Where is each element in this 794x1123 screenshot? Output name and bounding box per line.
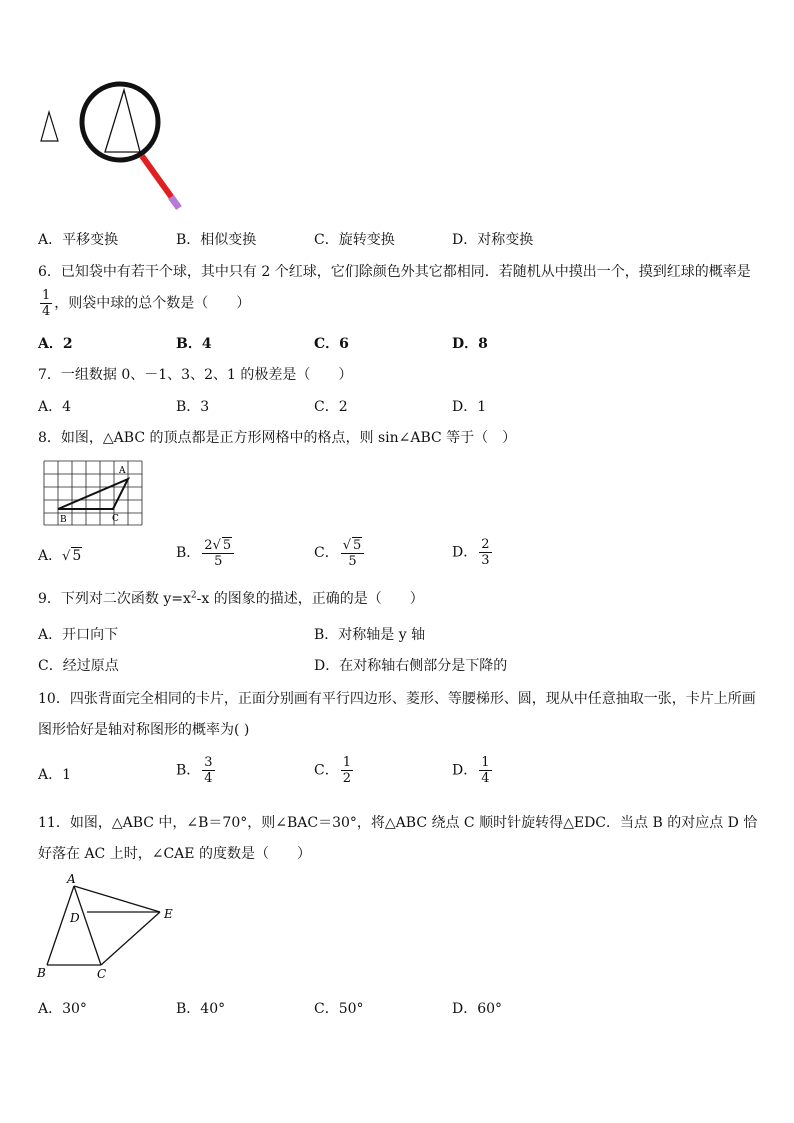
magnifier-handle [142, 156, 175, 202]
q11-option-a: A．30° [38, 1001, 87, 1017]
q6-option-d: D．8 [452, 336, 488, 352]
q8-grid-figure [43, 460, 145, 528]
q10-text-line1: 10．四张背面完全相同的卡片，正面分别画有平行四边形、菱形、等腰梯形、圆，现从中任意抽取一张，卡片上所画 [38, 691, 756, 707]
q6-option-b: B．4 [176, 336, 212, 352]
q9-text: 9．下列对二次函数 $y=x^2-x$ 的图象的描述，正确的是（ ） [38, 590, 424, 607]
q5-option-d: D．对称变换 [452, 232, 534, 248]
q7-option-c: C．2 [314, 399, 348, 415]
q11-label-e: E [164, 907, 173, 921]
q8-label-c: C [112, 514, 119, 524]
q11-text-line2: 好落在 AC 上时，∠CAE 的度数是（ ） [38, 846, 311, 862]
q11-option-c: C．50° [314, 1001, 364, 1017]
q6-option-a: A．2 [38, 336, 73, 352]
q9-option-a: A．开口向下 [38, 627, 119, 643]
q6-text-line1: 6．已知袋中有若干个球，其中只有 2 个红球，它们除颜色外其它都相同．若随机从中摸出一个，摸到红球的概率是 [38, 264, 751, 280]
q10-option-b: B． $\frac{3}{4}$ [176, 755, 213, 786]
q8-option-b: B． $\frac{2√ 5}{5}$ [176, 537, 236, 569]
q7-option-a: A．4 [38, 399, 72, 415]
q6-option-c: C．6 [314, 336, 349, 352]
q8-triangle-abc [58, 479, 128, 509]
magnifier-handle-tip [171, 197, 179, 208]
q8-label-a: A [119, 466, 126, 476]
q11-label-b: B [37, 966, 46, 980]
magnifier-figure [30, 80, 200, 220]
q7-option-d: D．1 [452, 399, 487, 415]
q11-text-line1: 11．如图，△ABC 中，∠B＝70°，则∠BAC＝30°，将△ABC 绕点 C 顺时针旋转得△EDC．当点 B 的对应点 D 恰 [38, 815, 758, 831]
q9-option-b: B．对称轴是 y 轴 [314, 627, 426, 643]
q11-label-a: A [67, 872, 76, 886]
q5-option-c: C．旋转变换 [314, 232, 395, 248]
q10-option-d: D． $\frac{1}{4}$ [452, 755, 490, 786]
q11-label-c: C [97, 967, 107, 981]
q8-option-c: C． $\frac{√ 5}{5}$ [314, 537, 366, 569]
q8-text: 8．如图，△ABC 的顶点都是正方形网格中的格点，则 sin∠ABC 等于（ ） [38, 430, 517, 446]
q10-text-line2: 图形恰好是轴对称图形的概率为( ) [38, 722, 250, 738]
q7-option-b: B．3 [176, 399, 210, 415]
q6-text-line2: $\frac{1}{4}$ ，则袋中球的总个数是（ ） [42, 288, 251, 319]
q9-option-c: C．经过原点 [38, 658, 119, 674]
q5-option-a: A．平移变换 [38, 232, 119, 248]
q11-label-d: D [70, 911, 80, 925]
q11-option-d: D．60° [452, 1001, 503, 1017]
q5-option-b: B．相似变换 [176, 232, 257, 248]
q8-option-d: D． $\frac{2}{3}$ [452, 537, 490, 568]
q10-option-a: A．1 [38, 767, 72, 783]
q9-option-d: D．在对称轴右侧部分是下降的 [314, 658, 508, 674]
q10-option-c: C． $\frac{1}{2}$ [314, 755, 351, 786]
q7-text: 7．一组数据 0、－1、3、2、1 的极差是（ ） [38, 367, 353, 383]
small-triangle [41, 112, 58, 141]
q8-label-b: B [60, 515, 67, 525]
q11-option-b: B．40° [176, 1001, 226, 1017]
q8-option-a: A．√ 5 [38, 548, 82, 564]
magnifier-lens [82, 84, 158, 160]
q6-fraction: $\frac{1}{4}$ [42, 288, 51, 319]
q11-rotation-figure [34, 870, 184, 985]
